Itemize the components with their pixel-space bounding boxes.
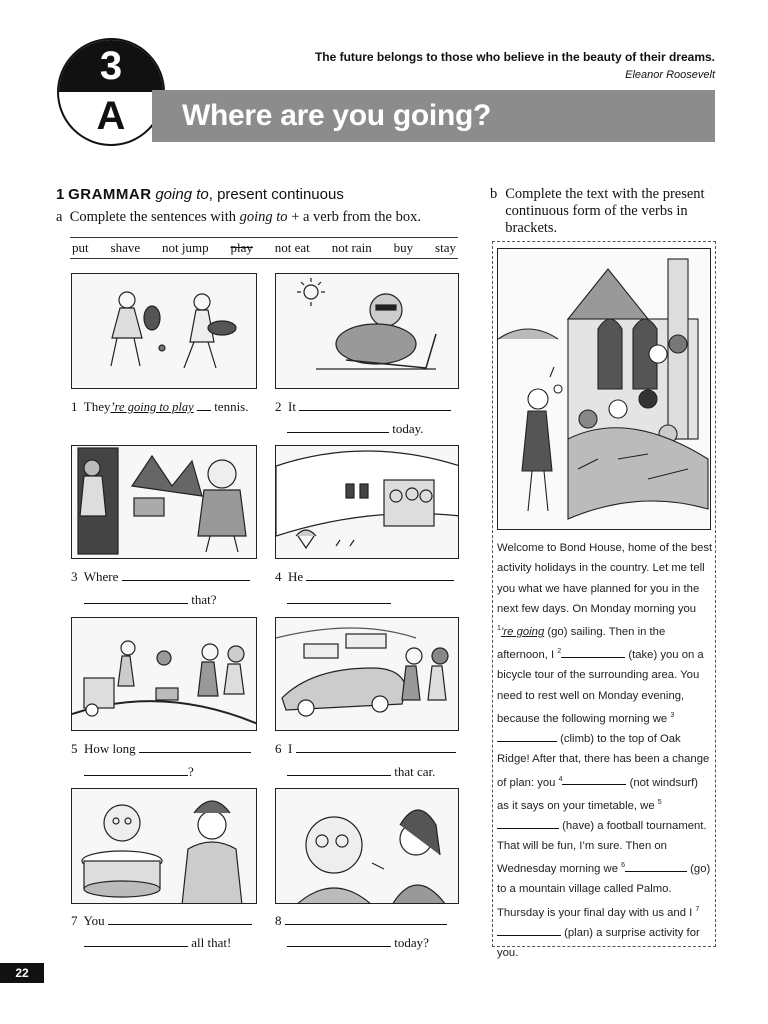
word-box-item: shave	[110, 240, 141, 255]
answer-blank[interactable]	[562, 774, 626, 785]
unit-number: 3	[99, 44, 123, 88]
instruction-b-text: Complete the text with the present continuous form of the verbs in brackets.	[505, 186, 705, 236]
exercise-4	[275, 569, 454, 585]
answer-blank[interactable]	[287, 935, 391, 947]
quote-text: The future belongs to those who believe in the beauty of their dreams.	[314, 50, 715, 64]
illustration-cake	[71, 788, 257, 904]
answer-blank[interactable]	[108, 913, 252, 925]
exercise-pre: How long	[84, 741, 136, 756]
word-box-item: put	[72, 240, 89, 255]
exercise-6	[275, 741, 456, 757]
gap-number: 2	[557, 648, 562, 656]
exercise-number: 7	[71, 913, 78, 928]
illustration-sunbather	[275, 273, 459, 389]
quote	[315, 48, 715, 84]
answer-blank[interactable]	[561, 647, 625, 658]
exercise-1	[71, 399, 249, 415]
answer-blank[interactable]	[84, 592, 188, 604]
instruction-a-text2: + a verb from the box.	[287, 209, 421, 225]
exercise-line2-post: today?	[394, 935, 429, 950]
exercise-number: 8	[275, 913, 282, 928]
answer-blank[interactable]	[296, 741, 456, 753]
exercise-line2-post: that car.	[394, 764, 436, 779]
exercise-number: 3	[71, 569, 78, 584]
instruction-a-text1: Complete the sentences with	[69, 209, 240, 225]
exercise-3-line2	[84, 592, 217, 608]
word-box-item: not rain	[331, 240, 372, 255]
word-box-item: not jump	[162, 240, 209, 255]
exercise-3	[71, 569, 250, 585]
word-box	[70, 237, 458, 259]
text-b-segment: Welcome to Bond House, home of the best activity holidays in the country. Let me tell you what we have planned for you in the next few days. On Monday morning you	[497, 542, 713, 615]
exercise-8	[275, 913, 447, 929]
exercise-pre: Where	[83, 569, 119, 584]
text-b-segment: (go) sailing. Then in the afternoon, I	[497, 625, 666, 662]
gap-number: 7	[695, 905, 700, 913]
text-b-paragraph	[497, 538, 713, 963]
answer-blank[interactable]	[497, 925, 561, 936]
word-box-item: buy	[393, 240, 414, 255]
exercise-pre: I	[288, 741, 293, 756]
exercise-8-line2	[287, 935, 429, 951]
exercise-line2-post: ?	[188, 764, 194, 779]
illustration-bond-house-group	[497, 248, 711, 530]
answer-blank[interactable]	[197, 399, 211, 411]
page-title: Where are you going?	[182, 99, 492, 132]
page-number: 22	[0, 963, 44, 983]
section-number: 1	[56, 186, 65, 203]
exercise-line2-post: all that!	[191, 935, 232, 950]
illustration-people-luggage	[71, 617, 257, 731]
exercise-7-line2	[84, 935, 231, 951]
instruction-b-label: b	[490, 186, 498, 202]
exercise-pre: It	[288, 399, 296, 414]
gap-number: 3	[670, 711, 675, 719]
exercise-5	[71, 741, 251, 757]
exercise-number: 1	[71, 399, 78, 414]
text-b-segment: (plan) a surprise activity for you.	[497, 926, 700, 959]
exercise-post: tennis.	[214, 399, 249, 414]
exercise-pre: You	[83, 913, 105, 928]
section-topic-rest: , present continuous	[208, 186, 344, 203]
answer-blank[interactable]	[287, 764, 391, 776]
illustration-airplane-parachute	[275, 445, 459, 559]
gap-number: 5	[657, 798, 662, 806]
answer-blank[interactable]	[625, 861, 687, 872]
example-answer: ’re going to play	[110, 400, 194, 414]
exercise-4-line2	[287, 592, 391, 608]
exercise-pre: He	[288, 569, 304, 584]
word-box-item-struck: play	[230, 240, 253, 255]
answer-blank[interactable]	[306, 569, 454, 581]
text-b-segment: (not windsurf) as it says on your timetable, we	[497, 776, 699, 812]
instruction-b	[490, 186, 720, 237]
exercise-5-line2	[84, 764, 194, 780]
exercise-number: 4	[275, 569, 282, 584]
word-box-item: not eat	[274, 240, 310, 255]
unit-letter: A	[96, 94, 126, 138]
illustration-car-showroom	[275, 617, 459, 731]
answer-blank[interactable]	[299, 399, 451, 411]
example-answer: ’re going	[500, 625, 545, 638]
text-b-segment: (have) a football tournament. That will be fun, I’m sure. Then on Wednesday morning we	[497, 819, 707, 876]
exercise-2-line2	[287, 421, 424, 437]
exercise-7	[71, 913, 252, 929]
answer-blank[interactable]	[84, 935, 188, 947]
illustration-tennis-players	[71, 273, 257, 389]
text-b-segment: (climb) to the top of Oak Ridge! After that, there has been a change of plan: you	[497, 732, 710, 789]
answer-blank[interactable]	[497, 818, 559, 829]
gap-number: 6	[621, 862, 626, 870]
answer-blank[interactable]	[497, 731, 557, 742]
exercise-2	[275, 399, 451, 415]
quote-author: Eleanor Roosevelt	[625, 69, 715, 81]
exercise-number: 6	[275, 741, 282, 756]
word-box-item: stay	[435, 240, 456, 255]
section-topic-italic: going to	[155, 186, 209, 203]
section-title: GRAMMAR	[68, 186, 152, 203]
exercise-number: 2	[275, 399, 282, 414]
gap-number: 4	[558, 775, 563, 783]
answer-blank[interactable]	[287, 592, 391, 604]
answer-blank[interactable]	[139, 741, 251, 753]
gap-number: 1	[497, 625, 501, 633]
instruction-a	[56, 209, 421, 226]
section-heading	[56, 186, 344, 204]
instruction-a-italic: going to	[239, 209, 288, 225]
answer-blank[interactable]	[287, 421, 389, 433]
text-b-segment: (go) to a mountain village called Palmo. Thursday is your final day with us and I	[497, 863, 711, 919]
answer-blank[interactable]	[84, 764, 188, 776]
answer-blank[interactable]	[285, 913, 447, 925]
unit-badge	[57, 38, 165, 146]
illustration-unshaved-man	[275, 788, 459, 904]
exercise-line2-post: today.	[392, 421, 424, 436]
text-b-segment: (take) you on a bicycle tour of the surrounding area. You need to rest well on Monday evening, because the following morning we	[497, 649, 704, 725]
exercise-6-line2	[287, 764, 435, 780]
instruction-a-label: a	[56, 209, 63, 225]
answer-blank[interactable]	[122, 569, 250, 581]
exercise-line2-post: that?	[191, 592, 217, 607]
exercise-number: 5	[71, 741, 78, 756]
illustration-plant	[71, 445, 257, 559]
exercise-pre: They	[83, 399, 111, 414]
